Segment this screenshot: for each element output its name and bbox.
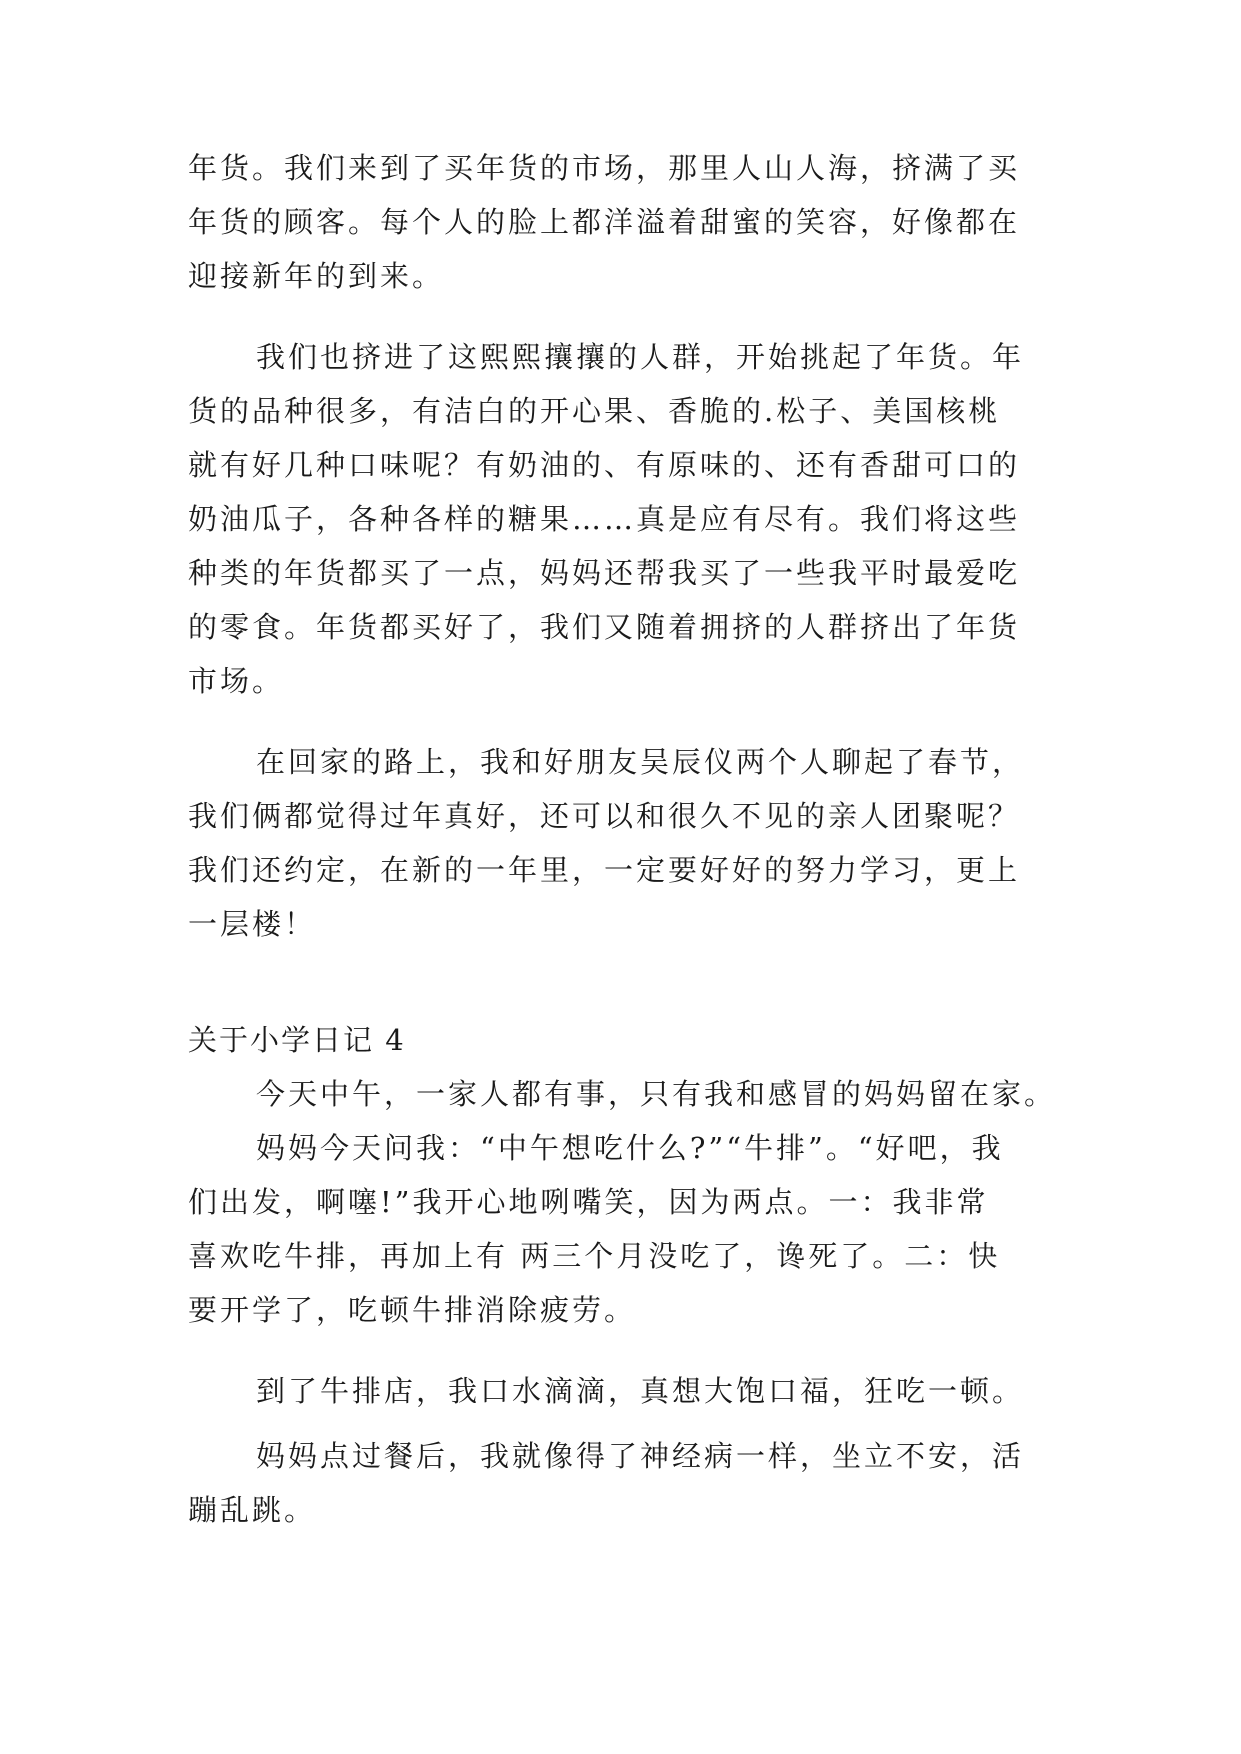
paragraph-line: 奶油瓜子，各种各样的糖果……真是应有尽有。我们将这些 [188, 502, 1021, 536]
paragraph-line: 妈妈点过餐后，我就像得了神经病一样，坐立不安，活 [256, 1439, 1025, 1473]
paragraph-line: 我们俩都觉得过年真好，还可以和很久不见的亲人团聚呢？ [188, 799, 1021, 833]
paragraph-line: 妈妈今天问我：“中午想吃什么?”“牛排”。“好吧，我 [256, 1131, 1004, 1165]
paragraph-line: 就有好几种口味呢？有奶油的、有原味的、还有香甜可口的 [188, 448, 1021, 482]
paragraph-line: 市场。 [188, 664, 285, 698]
paragraph-line: 种类的年货都买了一点，妈妈还帮我买了一些我平时最爱吃 [188, 556, 1021, 590]
paragraph-line: 我们还约定，在新的一年里，一定要好好的努力学习，更上 [188, 853, 1021, 887]
paragraph-line: 一层楼！ [188, 907, 317, 941]
paragraph-line: 喜欢吃牛排，再加上有 两三个月没吃了，谗死了。二：快 [188, 1239, 1001, 1273]
paragraph-line: 迎接新年的到来。 [188, 259, 445, 293]
section-heading: 关于小学日记 4 [188, 1023, 406, 1057]
paragraph-line: 要开学了，吃顿牛排消除疲劳。 [188, 1293, 637, 1327]
paragraph-line: 蹦乱跳。 [188, 1493, 317, 1527]
paragraph-line: 们出发，啊噻!”我开心地咧嘴笑，因为两点。一：我非常 [188, 1185, 989, 1219]
paragraph-line: 在回家的路上，我和好朋友吴辰仪两个人聊起了春节， [256, 745, 1025, 779]
paragraph-line: 年货。我们来到了买年货的市场，那里人山人海，挤满了买 [188, 151, 1021, 185]
paragraph-line: 货的品种很多，有洁白的开心果、香脆的.松子、美国核桃 [188, 394, 1001, 428]
paragraph-line: 到了牛排店，我口水滴滴，真想大饱口福，狂吃一顿。 [256, 1374, 1025, 1408]
paragraph-line: 我们也挤进了这熙熙攘攘的人群，开始挑起了年货。年 [256, 340, 1025, 374]
paragraph-line: 今天中午，一家人都有事，只有我和感冒的妈妈留在家。 [256, 1077, 1057, 1111]
paragraph-line: 年货的顾客。每个人的脸上都洋溢着甜蜜的笑容，好像都在 [188, 205, 1021, 239]
paragraph-line: 的零食。年货都买好了，我们又随着拥挤的人群挤出了年货 [188, 610, 1021, 644]
